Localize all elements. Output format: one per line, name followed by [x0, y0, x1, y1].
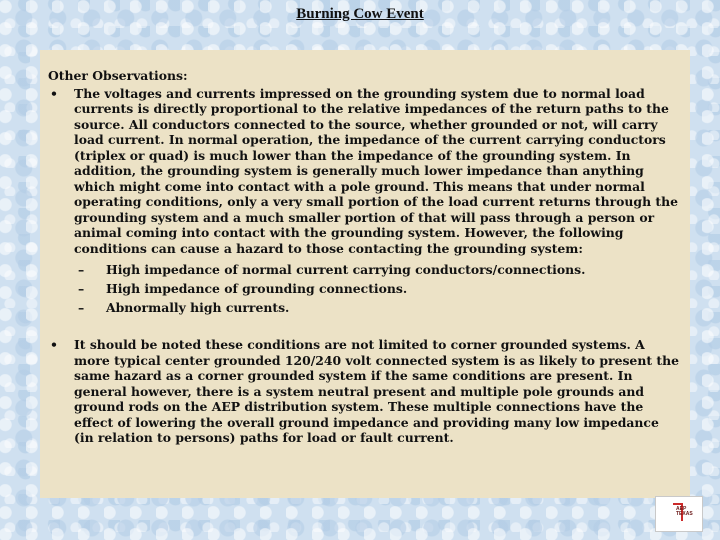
list-item: – High impedance of normal current carrying conductors/connections. — [78, 262, 586, 277]
aep-texas-logo — [655, 496, 703, 532]
slide-title: Burning Cow Event — [296, 6, 424, 22]
content-panel — [40, 50, 690, 498]
dash-icon: – — [78, 281, 85, 296]
bullet-item-2 — [48, 337, 680, 446]
bullet-icon: • — [50, 337, 58, 352]
list-item: – Abnormally high currents. — [78, 300, 290, 315]
bullet-icon: • — [50, 85, 58, 101]
bullet-2-text: It should be noted these conditions are not limited to corner grounded systems. A more typical center grounded 120/240 volt connected system is as likely to present the same hazard as a corner grounded system if the same conditions are present. In general however, there is a system neutral present and multiple pole grounds and ground rods on the AEP distribution system. These multiple connections have the effect of lowering the overall ground impedance and providing many low impedance (in relation to persons) paths for load or fault current. — [74, 337, 679, 445]
list-item: – High impedance of grounding connections. — [78, 281, 408, 296]
observations-heading: Other Observations: — [48, 68, 188, 83]
bullet-1-text: The voltages and currents impressed on the grounding system due to normal load currents is directly proportional to the relative impedances of the return paths to the source. All conductors connected to the source, whether grounded or not, will carry load current. In normal operation, the impedance of the current carrying conductors (triplex or quad) is much lower than the impedance of the grounding system. In addition, the grounding system is generally much lower impedance than anything which might come into contact with a pole ground. This means that under normal operating conditions, only a very small portion of the load current returns through the grounding system and a much smaller portion of that will pass through a person or animal coming into contact with the grounding system. However, the following conditions can cause a hazard to those contacting the grounding system: — [74, 85, 679, 256]
conditions-list — [74, 260, 680, 317]
dash-icon: – — [78, 300, 85, 315]
bullet-item-1 — [48, 86, 680, 318]
dash-icon: – — [78, 262, 85, 277]
logo-brand: AEP TEXAS — [676, 506, 693, 517]
